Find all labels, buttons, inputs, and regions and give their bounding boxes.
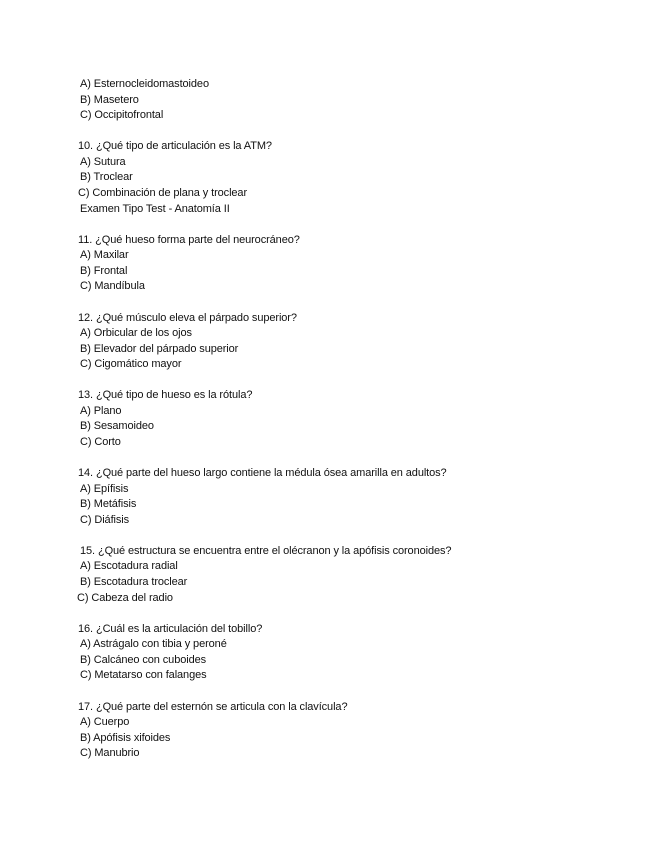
answer-option: C) Metatarso con falanges xyxy=(80,669,207,681)
answer-option: A) Astrágalo con tibia y peroné xyxy=(80,638,227,650)
question-text: 14. ¿Qué parte del hueso largo contiene la médula ósea amarilla en adultos? xyxy=(78,467,447,479)
answer-option: A) Cuerpo xyxy=(80,716,130,728)
answer-option: C) Cabeza del radio xyxy=(77,592,173,604)
answer-option: C) Cigomático mayor xyxy=(80,358,182,370)
exam-header-text: Examen Tipo Test - Anatomía II xyxy=(80,203,230,215)
answer-option: C) Occipitofrontal xyxy=(80,109,164,121)
question-text: 12. ¿Qué músculo eleva el párpado superior? xyxy=(78,312,297,324)
question-text: 15. ¿Qué estructura se encuentra entre el olécranon y la apófisis coronoides? xyxy=(80,545,452,557)
answer-option: B) Elevador del párpado superior xyxy=(80,343,239,355)
answer-option: A) Escotadura radial xyxy=(80,560,178,572)
question-text: 11. ¿Qué hueso forma parte del neurocráneo? xyxy=(78,234,300,246)
question-text: 13. ¿Qué tipo de hueso es la rótula? xyxy=(78,389,253,401)
answer-option: A) Maxilar xyxy=(80,249,129,261)
answer-option: B) Calcáneo con cuboides xyxy=(80,654,207,666)
answer-option: C) Corto xyxy=(80,436,121,448)
question-text: 17. ¿Qué parte del esternón se articula con la clavícula? xyxy=(78,701,348,713)
answer-option: B) Metáfisis xyxy=(80,498,137,510)
answer-option: A) Esternocleidomastoideo xyxy=(80,78,209,90)
answer-option: B) Frontal xyxy=(80,265,128,277)
answer-option: A) Plano xyxy=(80,405,122,417)
answer-option: C) Mandíbula xyxy=(80,280,145,292)
answer-option: B) Masetero xyxy=(80,94,139,106)
answer-option: B) Troclear xyxy=(80,171,133,183)
answer-option: B) Apófisis xifoides xyxy=(80,732,171,744)
question-text: 16. ¿Cuál es la articulación del tobillo? xyxy=(78,623,263,635)
answer-option: C) Manubrio xyxy=(80,747,140,759)
answer-option: A) Orbicular de los ojos xyxy=(80,327,192,339)
answer-option: C) Combinación de plana y troclear xyxy=(78,187,248,199)
question-text: 10. ¿Qué tipo de articulación es la ATM? xyxy=(78,140,272,152)
answer-option: C) Diáfisis xyxy=(80,514,130,526)
answer-option: B) Escotadura troclear xyxy=(80,576,188,588)
answer-option: A) Sutura xyxy=(80,156,126,168)
answer-option: B) Sesamoideo xyxy=(80,420,154,432)
answer-option: A) Epífisis xyxy=(80,483,129,495)
